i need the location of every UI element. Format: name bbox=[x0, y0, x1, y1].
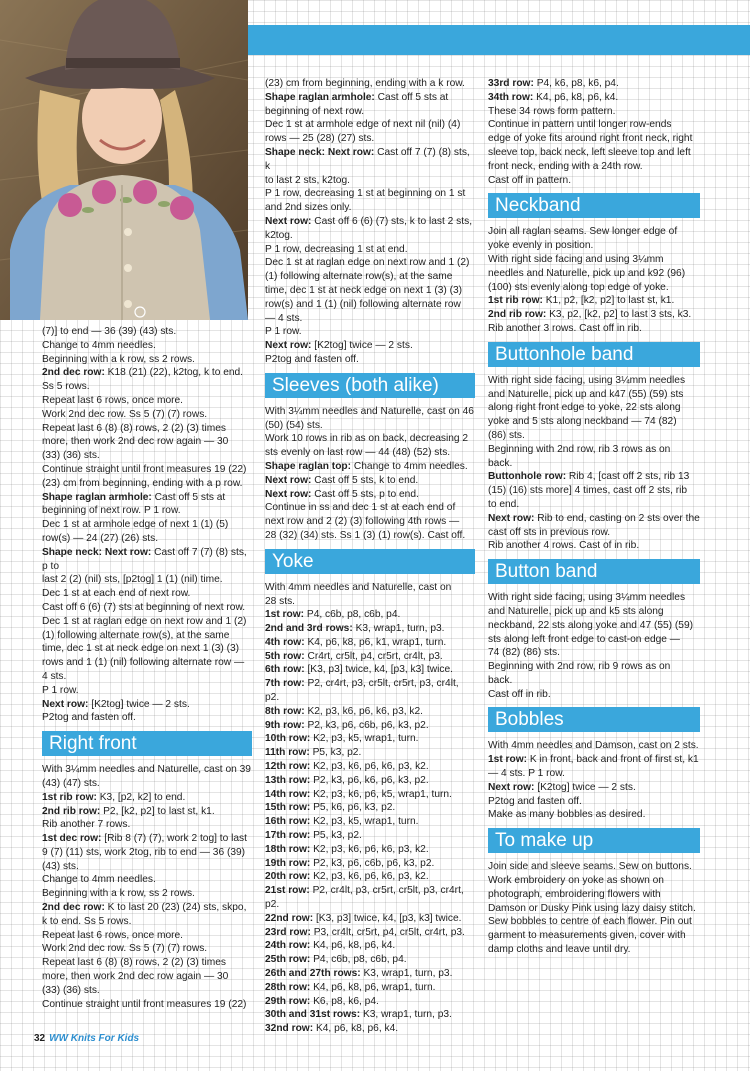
text-line: needles and Naturelle, pick up and k92 (96) bbox=[488, 267, 686, 279]
text-line: more, then work 2nd dec row again — 30 bbox=[42, 436, 229, 448]
instruction-row: Next row: Cast off 5 sts, k to end. bbox=[265, 474, 419, 486]
text-line: With 4mm needles and Damson, cast on 2 sts. bbox=[488, 740, 699, 752]
publication-title: WW Knits For Kids bbox=[49, 1033, 140, 1044]
yoke-row: 23rd row: P3, cr4lt, cr5rt, p4, cr5lt, cr4rt, p3. bbox=[265, 926, 465, 938]
left-column bbox=[42, 325, 252, 1011]
text-line: row(s) and 1 (1) (nil) following alternate row bbox=[265, 298, 461, 310]
right-column bbox=[488, 77, 700, 957]
text-line: Repeat last 6 (8) (8) rows, 2 (2) (3) times bbox=[42, 422, 226, 434]
page-footer bbox=[34, 1033, 139, 1044]
yoke-row: 1st row: P4, c6b, p8, c6b, p4. bbox=[265, 609, 401, 621]
text-line: Dec 1 st at each end of next row. bbox=[42, 588, 191, 600]
yoke-row: 32nd row: K4, p6, k8, p6, k4. bbox=[265, 1023, 399, 1035]
text-line: (15) (16) sts more] 4 times, cast off 2 sts, rib bbox=[488, 485, 688, 497]
text-line: — 4 sts. P 1 row. bbox=[488, 768, 565, 780]
section-heading-yoke: Yoke bbox=[265, 549, 475, 574]
text-line: (43) (47) sts. bbox=[42, 777, 100, 789]
instruction-row: 2nd dec row: K to last 20 (23) (24) sts, skpo, bbox=[42, 902, 247, 914]
instruction-row: Shape raglan armhole: Cast off 5 sts at bbox=[265, 91, 449, 103]
text-line: Continue in pattern until longer row-ends bbox=[488, 119, 672, 131]
yoke-row: 29th row: K6, p8, k6, p4. bbox=[265, 995, 379, 1007]
yoke-row: 30th and 31st rows: K3, wrap1, turn, p3. bbox=[265, 1009, 452, 1021]
text-line: Dec 1 st at raglan edge on next row and 1 (2) bbox=[42, 615, 247, 627]
text-line: — 4 sts. bbox=[265, 312, 303, 324]
text-line: k to end. Ss 5 rows. bbox=[42, 915, 132, 927]
text-line: Join side and sleeve seams. Sew on buttons. bbox=[488, 861, 692, 873]
text-line: and Naturelle, pick up and k5 sts along bbox=[488, 605, 664, 617]
text-line: cast off sts in previous row. bbox=[488, 526, 611, 538]
instruction-row: Shape raglan top: Change to 4mm needles. bbox=[265, 460, 468, 472]
instruction-row: Shape neck: Next row: Cast off 7 (7) (8) sts, p to bbox=[42, 546, 247, 572]
instruction-row: Buttonhole row: Rib 4, [cast off 2 sts, rib 13 bbox=[488, 471, 690, 483]
text-line: last 2 (2) (nil) sts, [p2tog] 1 (1) (nil) time. bbox=[42, 574, 223, 586]
instruction-row: 1st rib row: K3, [p2, k2] to end. bbox=[42, 791, 186, 803]
yoke-row: 28th row: K4, p6, k8, p6, wrap1, turn. bbox=[265, 981, 436, 993]
instruction-row: Next row: Cast off 6 (6) (7) sts, k to last 2 sts, bbox=[265, 215, 473, 227]
text-line: P 1 row, decreasing 1 st at beginning on 1 st bbox=[265, 188, 466, 200]
section-heading-neckband: Neckband bbox=[488, 193, 700, 218]
text-line: 4 sts. bbox=[42, 670, 67, 682]
yoke-row: 19th row: P2, k3, p6, c6b, p6, k3, p2. bbox=[265, 857, 435, 869]
text-line: edge of yoke fits around right front neck, right bbox=[488, 133, 693, 145]
instruction-row: 33rd row: P4, k6, p8, k6, p4. bbox=[488, 78, 619, 89]
text-line: Join all raglan seams. Sew longer edge of bbox=[488, 226, 678, 238]
text-line: to last 2 sts, k2tog. bbox=[265, 174, 350, 186]
yoke-row: 2nd and 3rd rows: K3, wrap1, turn, p3. bbox=[265, 623, 445, 635]
instruction-row: Next row: [K2tog] twice — 2 sts. bbox=[265, 340, 413, 352]
text-line: (100) sts evenly along top edge of yoke. bbox=[488, 281, 669, 293]
text-line: Work 10 rows in rib as on back, decreasing 2 bbox=[265, 433, 469, 445]
text-line: damp cloths and leave until dry. bbox=[488, 944, 631, 956]
yoke-row: 18th row: K2, p3, k6, p6, k6, p3, k2. bbox=[265, 843, 429, 855]
text-line: (86) sts. bbox=[488, 429, 525, 441]
text-line: k2tog. bbox=[265, 229, 293, 241]
header-banner bbox=[248, 25, 750, 55]
text-line: Continue in ss and dec 1 st at each end of bbox=[265, 502, 456, 514]
text-line: Continue straight until front measures 19 (22) bbox=[42, 998, 247, 1010]
child-cardigan-photo bbox=[0, 0, 248, 320]
yoke-row: 24th row: K4, p6, k8, p6, k4. bbox=[265, 940, 396, 952]
text-line: Work 2nd dec row. Ss 5 (7) (7) rows. bbox=[42, 943, 208, 955]
text-line: 74 (82) (86) sts. bbox=[488, 647, 560, 659]
instruction-row: 2nd rib row: P2, [k2, p2] to last st, k1. bbox=[42, 805, 215, 817]
text-line: With right side facing, using 3¼mm needles bbox=[488, 592, 686, 604]
photo-illustration bbox=[0, 0, 248, 320]
yoke-row: 4th row: K4, p6, k8, p6, k1, wrap1, turn. bbox=[265, 636, 447, 648]
text-line: sts evenly on last row — 44 (48) (52) sts. bbox=[265, 447, 451, 459]
text-line: to end. bbox=[488, 498, 520, 510]
yoke-row: 7th row: P2, cr4rt, p3, cr5lt, cr5rt, p3, cr4lt, p2. bbox=[265, 678, 459, 704]
text-line: 28 sts. bbox=[265, 595, 296, 607]
yoke-row: 25th row: P4, c6b, p8, c6b, p4. bbox=[265, 954, 407, 966]
text-line: Dec 1 st at armhole edge of next nil (nil) (4) bbox=[265, 119, 461, 131]
text-line: Change to 4mm needles. bbox=[42, 339, 156, 351]
text-line: P 1 row. bbox=[265, 326, 302, 338]
yoke-row: 20th row: K2, p3, k6, p6, k6, p3, k2. bbox=[265, 871, 429, 883]
text-line: back. bbox=[488, 674, 513, 686]
instruction-row: 2nd dec row: K18 (21) (22), k2tog, k to end. bbox=[42, 367, 244, 379]
text-line: neckband, 22 sts along yoke and 47 (55) (59) bbox=[488, 619, 694, 631]
text-line: (23) cm from beginning, ending with a p row. bbox=[42, 477, 243, 489]
text-line: yoke evenly in position. bbox=[488, 240, 594, 252]
text-line: (1) following alternate row(s), at the same bbox=[265, 271, 453, 283]
text-line: Damson or Dusky Pink using lazy daisy stitch. bbox=[488, 902, 696, 914]
instruction-row: Next row: Cast off 5 sts, p to end. bbox=[265, 488, 419, 500]
text-line: (33) (36) sts. bbox=[42, 984, 100, 996]
text-line: Beginning with 2nd row, rib 3 rows as on bbox=[488, 443, 671, 455]
text-line: Sew bobbles to centre of each flower. Pin out bbox=[488, 916, 692, 928]
text-line: garment to measurements given, cover with bbox=[488, 930, 686, 942]
yoke-row: 12th row: K2, p3, k6, p6, k6, p3, k2. bbox=[265, 761, 429, 773]
yoke-row: 8th row: K2, p3, k6, p6, k6, p3, k2. bbox=[265, 705, 423, 717]
text-line: beginning of next row. bbox=[265, 105, 365, 117]
section-heading-right-front: Right front bbox=[42, 731, 252, 756]
middle-column bbox=[265, 77, 475, 1036]
text-line: rows — 25 (28) (27) sts. bbox=[265, 133, 375, 145]
text-line: and Naturelle, pick up and k47 (55) (59) sts bbox=[488, 388, 684, 400]
text-line: With 3¼mm needles and Naturelle, cast on 39 bbox=[42, 764, 251, 776]
text-line: Cast off in pattern. bbox=[488, 174, 572, 186]
yoke-row: 22nd row: [K3, p3] twice, k4, [p3, k3] twice. bbox=[265, 912, 462, 924]
text-line: time, dec 1 st at neck edge on next 1 (3) (3) bbox=[265, 284, 463, 296]
section-heading-buttonhole-band: Buttonhole band bbox=[488, 342, 700, 367]
section-heading-bobbles: Bobbles bbox=[488, 707, 700, 732]
instruction-row: 1st rib row: K1, p2, [k2, p2] to last st, k1. bbox=[488, 295, 675, 307]
section-heading-to-make-up: To make up bbox=[488, 828, 700, 853]
text-line: 28 (32) (34) sts. Ss 1 (3) (1) row(s). Cast off. bbox=[265, 529, 466, 541]
text-line: next row and 2 (2) (3) following 4th rows — bbox=[265, 516, 460, 528]
instruction-row: Next row: Rib to end, casting on 2 sts over the bbox=[488, 512, 700, 524]
text-line: more, then work 2nd dec row again — 30 bbox=[42, 971, 229, 983]
yoke-row: 14th row: K2, p3, k6, p6, k5, wrap1, turn. bbox=[265, 788, 452, 800]
section-heading-sleeves: Sleeves (both alike) bbox=[265, 373, 475, 398]
text-line: P2tog and fasten off. bbox=[488, 795, 582, 807]
section-heading-button-band: Button band bbox=[488, 559, 700, 584]
text-line: (43) sts. bbox=[42, 860, 79, 872]
instruction-row: 2nd rib row: K3, p2, [k2, p2] to last 3 sts, k3. bbox=[488, 309, 692, 321]
text-line: Rib another 3 rows. Cast off in rib. bbox=[488, 322, 642, 334]
yoke-row: 10th row: K2, p3, k5, wrap1, turn. bbox=[265, 733, 419, 745]
instruction-row: Next row: [K2tog] twice — 2 sts. bbox=[488, 781, 636, 793]
text-line: Repeat last 6 (8) (8) rows, 2 (2) (3) times bbox=[42, 957, 226, 969]
yoke-pattern-rows bbox=[265, 608, 475, 1036]
text-line: Work 2nd dec row. Ss 5 (7) (7) rows. bbox=[42, 408, 208, 420]
text-line: (50) (54) sts. bbox=[265, 419, 323, 431]
text-line: 9 (7) (11) sts, work 2tog, rib to end — 36 (39) bbox=[42, 846, 246, 858]
instruction-row: Next row: [K2tog] twice — 2 sts. bbox=[42, 698, 190, 710]
yoke-row: 6th row: [K3, p3] twice, k4, [p3, k3] twice. bbox=[265, 664, 453, 676]
instruction-row: 1st dec row: [Rib 8 (7) (7), work 2 tog] to last bbox=[42, 833, 247, 845]
text-line: Continue straight until front measures 19 (22) bbox=[42, 463, 247, 475]
text-line: sts along left front edge to cast-on edge — bbox=[488, 633, 680, 645]
text-line: With right side facing, using 3¼mm needles bbox=[488, 374, 686, 386]
text-line: Make as many bobbles as desired. bbox=[488, 809, 646, 821]
text-line: P 1 row, decreasing 1 st at end. bbox=[265, 243, 408, 255]
yoke-row: 5th row: Cr4rt, cr5lt, p4, cr5rt, cr4lt, p3. bbox=[265, 650, 443, 662]
text-line: Dec 1 st at armhole edge of next 1 (1) (5) bbox=[42, 519, 229, 531]
text-line: Rib another 4 rows. Cast of in rib. bbox=[488, 540, 640, 552]
text-line: Repeat last 6 rows, once more. bbox=[42, 929, 183, 941]
instruction-row: Shape raglan armhole: Cast off 5 sts at bbox=[42, 491, 226, 503]
yoke-row: 9th row: P2, k3, p6, c6b, p6, k3, p2. bbox=[265, 719, 429, 731]
text-line: time, dec 1 st at neck edge on next 1 (3) (3) bbox=[42, 643, 240, 655]
yoke-row: 16th row: K2, p3, k5, wrap1, turn. bbox=[265, 816, 419, 828]
text-line: rows and 1 (1) (nil) following alternate row — bbox=[42, 657, 245, 669]
instruction-row: Shape neck: Next row: Cast off 7 (7) (8) sts, k bbox=[265, 146, 470, 172]
text-line: With right side facing and using 3¼mm bbox=[488, 253, 664, 265]
text-line: Beginning with 2nd row, rib 9 rows as on bbox=[488, 661, 671, 673]
yoke-row: 11th row: P5, k3, p2. bbox=[265, 747, 362, 759]
text-line: yoke and 5 sts along neckband — 74 (82) bbox=[488, 416, 677, 428]
text-line: (7)] to end — 36 (39) (43) sts. bbox=[42, 326, 177, 337]
instruction-row: 34th row: K4, p6, k8, p6, k4. bbox=[488, 91, 619, 103]
text-line: Beginning with a k row, ss 2 rows. bbox=[42, 353, 195, 365]
text-line: With 4mm needles and Naturelle, cast on bbox=[265, 581, 452, 593]
yoke-row: 13th row: P2, k3, p6, k6, p6, k3, p2. bbox=[265, 774, 429, 786]
text-line: Cast off 6 (6) (7) sts at beginning of next row. bbox=[42, 601, 246, 613]
yoke-row: 26th and 27th rows: K3, wrap1, turn, p3. bbox=[265, 968, 453, 980]
text-line: front neck, ending with a 24th row. bbox=[488, 160, 643, 172]
text-line: Cast off in rib. bbox=[488, 688, 551, 700]
text-line: Repeat last 6 rows, once more. bbox=[42, 394, 183, 406]
text-line: along right front edge to yoke, 22 sts along bbox=[488, 402, 681, 414]
text-line: Beginning with a k row, ss 2 rows. bbox=[42, 888, 195, 900]
text-line: These 34 rows form pattern. bbox=[488, 105, 616, 117]
text-line: (33) (36) sts. bbox=[42, 450, 100, 462]
text-line: P2tog and fasten off. bbox=[42, 712, 136, 724]
instruction-row: 1st row: K in front, back and front of first st, k1 bbox=[488, 754, 699, 766]
page-number: 32 bbox=[34, 1033, 46, 1044]
text-line: Dec 1 st at raglan edge on next row and 1 (2) bbox=[265, 257, 470, 269]
text-line: With 3¼mm needles and Naturelle, cast on 46 bbox=[265, 405, 474, 417]
text-line: Change to 4mm needles. bbox=[42, 874, 156, 886]
text-line: P2tog and fasten off. bbox=[265, 353, 359, 365]
text-line: Rib another 7 rows. bbox=[42, 819, 131, 831]
yoke-row: 21st row: P2, cr4lt, p3, cr5rt, cr5lt, p3, cr4rt, p2. bbox=[265, 885, 464, 911]
text-line: Ss 5 rows. bbox=[42, 381, 90, 393]
text-line: P 1 row. bbox=[42, 684, 79, 696]
text-line: (1) following alternate row(s), at the same bbox=[42, 629, 230, 641]
text-line: back. bbox=[488, 457, 513, 469]
text-line: (23) cm from beginning, ending with a k row. bbox=[265, 78, 465, 89]
text-line: sleeve top, back neck, left sleeve top and left bbox=[488, 146, 691, 158]
yoke-row: 15th row: P5, k6, p6, k3, p2. bbox=[265, 802, 396, 814]
yoke-row: 17th row: P5, k3, p2. bbox=[265, 830, 362, 842]
text-line: and 2nd sizes only. bbox=[265, 202, 352, 214]
text-line: Work embroidery on yoke as shown on bbox=[488, 875, 664, 887]
text-line: photograph, embroidering flowers with bbox=[488, 888, 661, 900]
text-line: row(s) — 24 (27) (26) sts. bbox=[42, 532, 159, 544]
text-line: beginning of next row. P 1 row. bbox=[42, 505, 181, 517]
